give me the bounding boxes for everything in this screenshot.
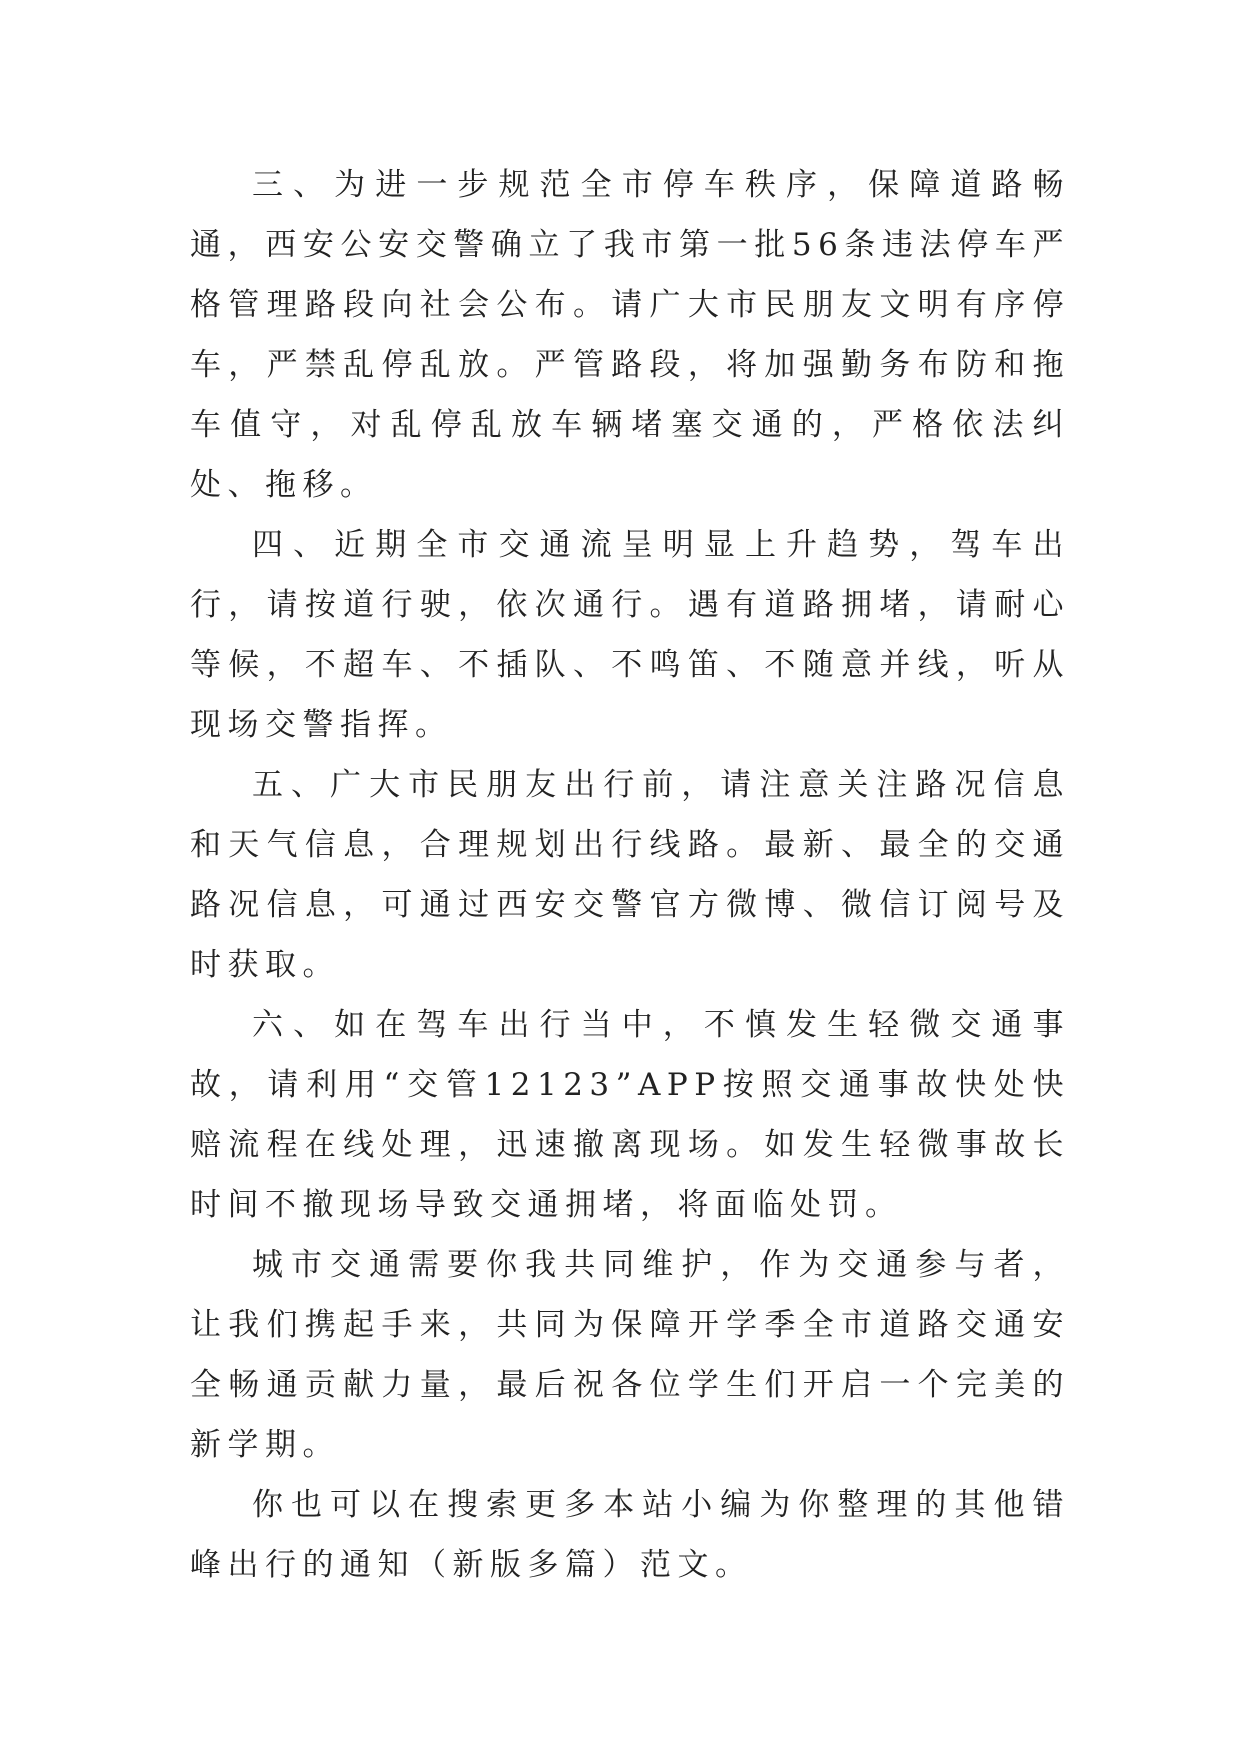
document-body <box>190 155 1070 1595</box>
paragraph-road-info: 五、广大市民朋友出行前，请注意关注路况信息和天气信息，合理规划出行线路。最新、最全的交通路况信息，可通过西安交警官方微博、微信订阅号及时获取。 <box>190 767 1070 983</box>
paragraph-closing: 城市交通需要你我共同维护，作为交通参与者，让我们携起手来，共同为保障开学季全市道路交通安全畅通贡献力量，最后祝各位学生们开启一个完美的新学期。 <box>190 1247 1070 1463</box>
paragraph-accident-handling: 六、如在驾车出行当中，不慎发生轻微交通事故，请利用“交管12123”APP按照交通事故快处快赔流程在线处理，迅速撤离现场。如发生轻微事故长时间不撤现场导致交通拥堵，将面临处罚。 <box>190 1007 1070 1223</box>
paragraph-parking-order: 三、为进一步规范全市停车秩序，保障道路畅通，西安公安交警确立了我市第一批56条违法停车严格管理路段向社会公布。请广大市民朋友文明有序停车，严禁乱停乱放。严管路段，将加强勤务布防和拖车值守，对乱停乱放车辆堵塞交通的，严格依法纠处、拖移。 <box>190 167 1070 503</box>
paragraph-more-notices: 你也可以在搜索更多本站小编为你整理的其他错峰出行的通知（新版多篇）范文。 <box>190 1487 1070 1583</box>
paragraph-traffic-flow: 四、近期全市交通流呈明显上升趋势，驾车出行，请按道行驶，依次通行。遇有道路拥堵，请耐心等候，不超车、不插队、不鸣笛、不随意并线，听从现场交警指挥。 <box>190 527 1070 743</box>
